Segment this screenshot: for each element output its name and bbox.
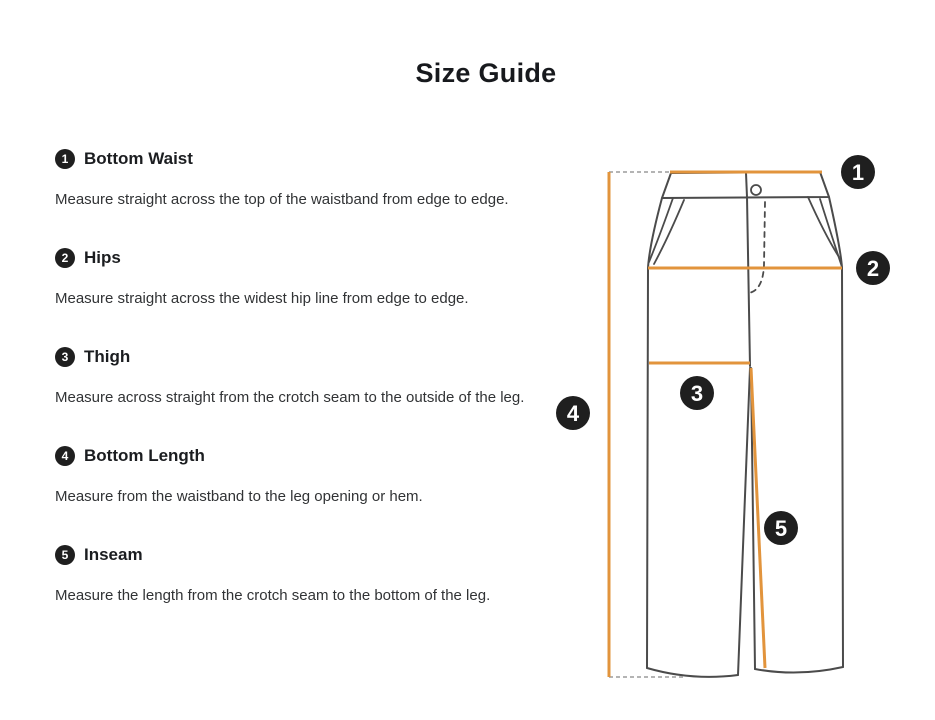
right-leg-hem <box>755 667 843 673</box>
measurement-description: Measure from the waistband to the leg opening or hem. <box>55 488 423 505</box>
right-pocket-inner-line <box>808 197 839 257</box>
marker-1-bottom-waist <box>841 155 875 189</box>
number-badge: 4 <box>55 446 75 466</box>
measurement-description: Measure straight across the widest hip line from edge to edge. <box>55 290 469 307</box>
measurement-list <box>55 149 525 644</box>
marker-number: 2 <box>866 256 880 281</box>
measurement-description: Measure across straight from the crotch seam to the outside of the leg. <box>55 389 525 406</box>
left-leg-hem <box>647 668 738 677</box>
page-title: Size Guide <box>415 58 557 89</box>
fly-stitch-dashed-line <box>749 202 765 293</box>
measurement-label: Hips <box>84 248 121 267</box>
measurement-heading <box>55 545 525 565</box>
measurement-heading <box>55 446 525 466</box>
measurement-label: Thigh <box>84 347 131 366</box>
marker-2-hips <box>856 251 890 285</box>
measurement-heading <box>55 347 525 367</box>
measurement-heading <box>55 248 525 268</box>
measurement-item-inseam <box>55 545 525 606</box>
marker-number: 3 <box>690 381 704 406</box>
marker-number: 1 <box>851 160 865 185</box>
measurement-item-bottom-length <box>55 446 525 507</box>
measurement-label: Inseam <box>84 545 143 564</box>
pants-diagram-svg <box>545 140 935 710</box>
left-inner-seam <box>738 368 750 675</box>
measurement-description: Measure straight across the top of the waistband from edge to edge. <box>55 191 509 208</box>
pants-diagram <box>545 140 935 710</box>
marker-5-inseam <box>764 511 798 545</box>
marker-3-thigh <box>680 376 714 410</box>
measurement-heading <box>55 149 525 169</box>
marker-4-bottom-length <box>556 396 590 430</box>
number-badge: 5 <box>55 545 75 565</box>
measurement-item-bottom-waist <box>55 149 525 210</box>
measurement-item-hips <box>55 248 525 309</box>
measurement-label: Bottom Length <box>84 446 205 465</box>
marker-number: 5 <box>774 516 788 541</box>
measurement-label: Bottom Waist <box>84 149 193 168</box>
number-badge: 2 <box>55 248 75 268</box>
measurement-description: Measure the length from the crotch seam to the bottom of the leg. <box>55 587 491 604</box>
measurement-item-thigh <box>55 347 525 408</box>
marker-number: 4 <box>566 401 580 426</box>
number-badge: 1 <box>55 149 75 169</box>
number-badge: 3 <box>55 347 75 367</box>
